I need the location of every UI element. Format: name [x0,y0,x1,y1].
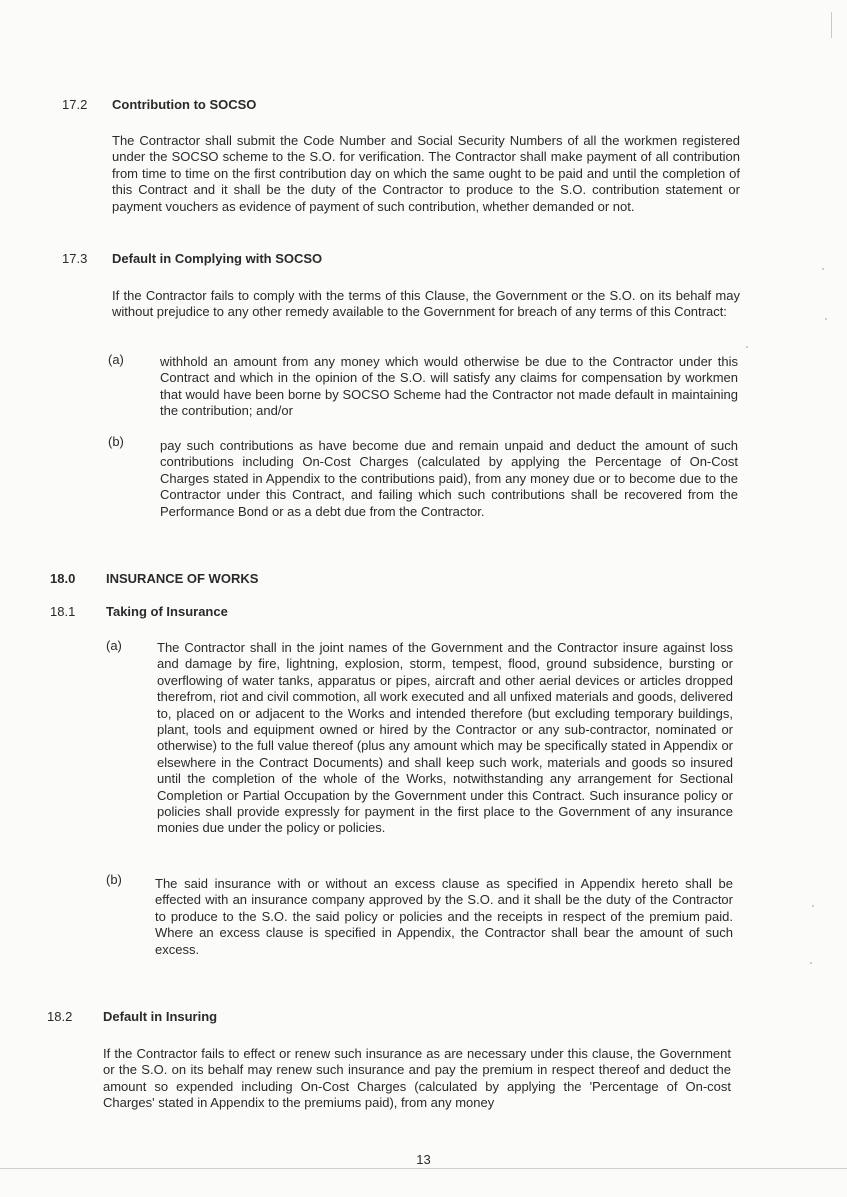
section-number-17-3: 17.3 [62,251,88,266]
page-number: 13 [416,1152,431,1167]
scan-speck [825,318,827,320]
scan-speck [822,268,824,270]
item-label-17-3-b: (b) [108,434,124,449]
item-label-18-1-a: (a) [106,638,122,653]
item-text-17-3-a: withhold an amount from any money which would otherwise be due to the Contractor under this Contract and which in the opinion of the S.O. will satisfy any claims for compensation by workmen that would have been borne by SOCSO Scheme had the Contractor not made default in maintaining the contribution; and/or [160,354,738,419]
section-title-17-3: Default in Complying with SOCSO [112,251,323,266]
section-title-18-0: INSURANCE OF WORKS [106,571,259,586]
footer-rule [0,1168,847,1169]
item-text-18-1-b: The said insurance with or without an excess clause as specified in Appendix hereto shall be effected with an insurance company approved by the S.O. and it shall be the duty of the Contractor to produce to the S.O. the said policy or policies and the receipts in respect of the premium paid. Where an excess clause is specified in Appendix, the Contractor shall bear the amount of such excess. [155,876,733,957]
scan-edge-mark [831,12,832,38]
section-number-18-2: 18.2 [47,1009,73,1024]
section-body-17-2: The Contractor shall submit the Code Number and Social Security Numbers of all the workmen registered under the SOCSO scheme to the S.O. for verification. The Contractor shall make payment of all contribution from time to time on the first contribution day on which the same ought to be paid and until the completion of this Contract and it shall be the duty of the Contractor to produce to the S.O. contribution statement or payment vouchers as evidence of payment of such contribution, whether demanded or not. [112,133,740,214]
scan-speck [746,346,748,348]
section-intro-17-3: If the Contractor fails to comply with the terms of this Clause, the Government or the S.O. on its behalf may without prejudice to any other remedy available to the Government for breach of any terms of this Contract: [112,288,740,320]
section-body-18-2: If the Contractor fails to effect or renew such insurance as are necessary under this clause, the Government or the S.O. on its behalf may renew such insurance and pay the premium in respect thereof and deduct the amount so expended including On-Cost Charges (calculated by applying the 'Percentage of On-cost Charges' stated in Appendix to the premiums paid), from any money [103,1046,731,1111]
section-number-18-0: 18.0 [50,571,76,586]
section-title-18-2: Default in Insuring [103,1009,218,1024]
item-label-18-1-b: (b) [106,872,122,887]
section-title-17-2: Contribution to SOCSO [112,97,257,112]
item-text-17-3-b: pay such contributions as have become due and remain unpaid and deduct the amount of such contributions including On-Cost Charges (calculated by applying the Percentage of On-Cost Charges stated in Appendix to the contributions paid), from any money due or to become due to the Contractor under this Contract, and failing which such contributions shall be recovered from the Performance Bond or as a debt due from the Contractor. [160,438,738,519]
section-number-17-2: 17.2 [62,97,88,112]
scan-speck [810,962,812,964]
item-label-17-3-a: (a) [108,352,124,367]
section-title-18-1: Taking of Insurance [106,604,228,619]
item-text-18-1-a: The Contractor shall in the joint names of the Government and the Contractor insure against loss and damage by fire, lightning, explosion, storm, tempest, flood, ground subsidence, bursting or overflowing of water tanks, apparatus or pipes, aircraft and other aerial devices or articles dropped therefrom, riot and civil commotion, all work executed and all unfixed materials and goods, delivered to, placed on or adjacent to the Works and intended therefore (but excluding temporary buildings, plant, tools and equipment owned or hired by the Contractor or any sub-contractor, nominated or otherwise) to the full value thereof (plus any amount which may be specifically stated in Appendix or elsewhere in the Contract Documents) and shall keep such work, materials and goods so insured until the completion of the whole of the Works, notwithstanding any arrangement for Sectional Completion or Partial Occupation by the Government under this Contract. Such insurance policy or policies shall provide expressly for payment in the first place to the Government of any insurance monies due under the policy or policies. [157,640,733,836]
scan-speck [812,905,814,907]
section-number-18-1: 18.1 [50,604,76,619]
